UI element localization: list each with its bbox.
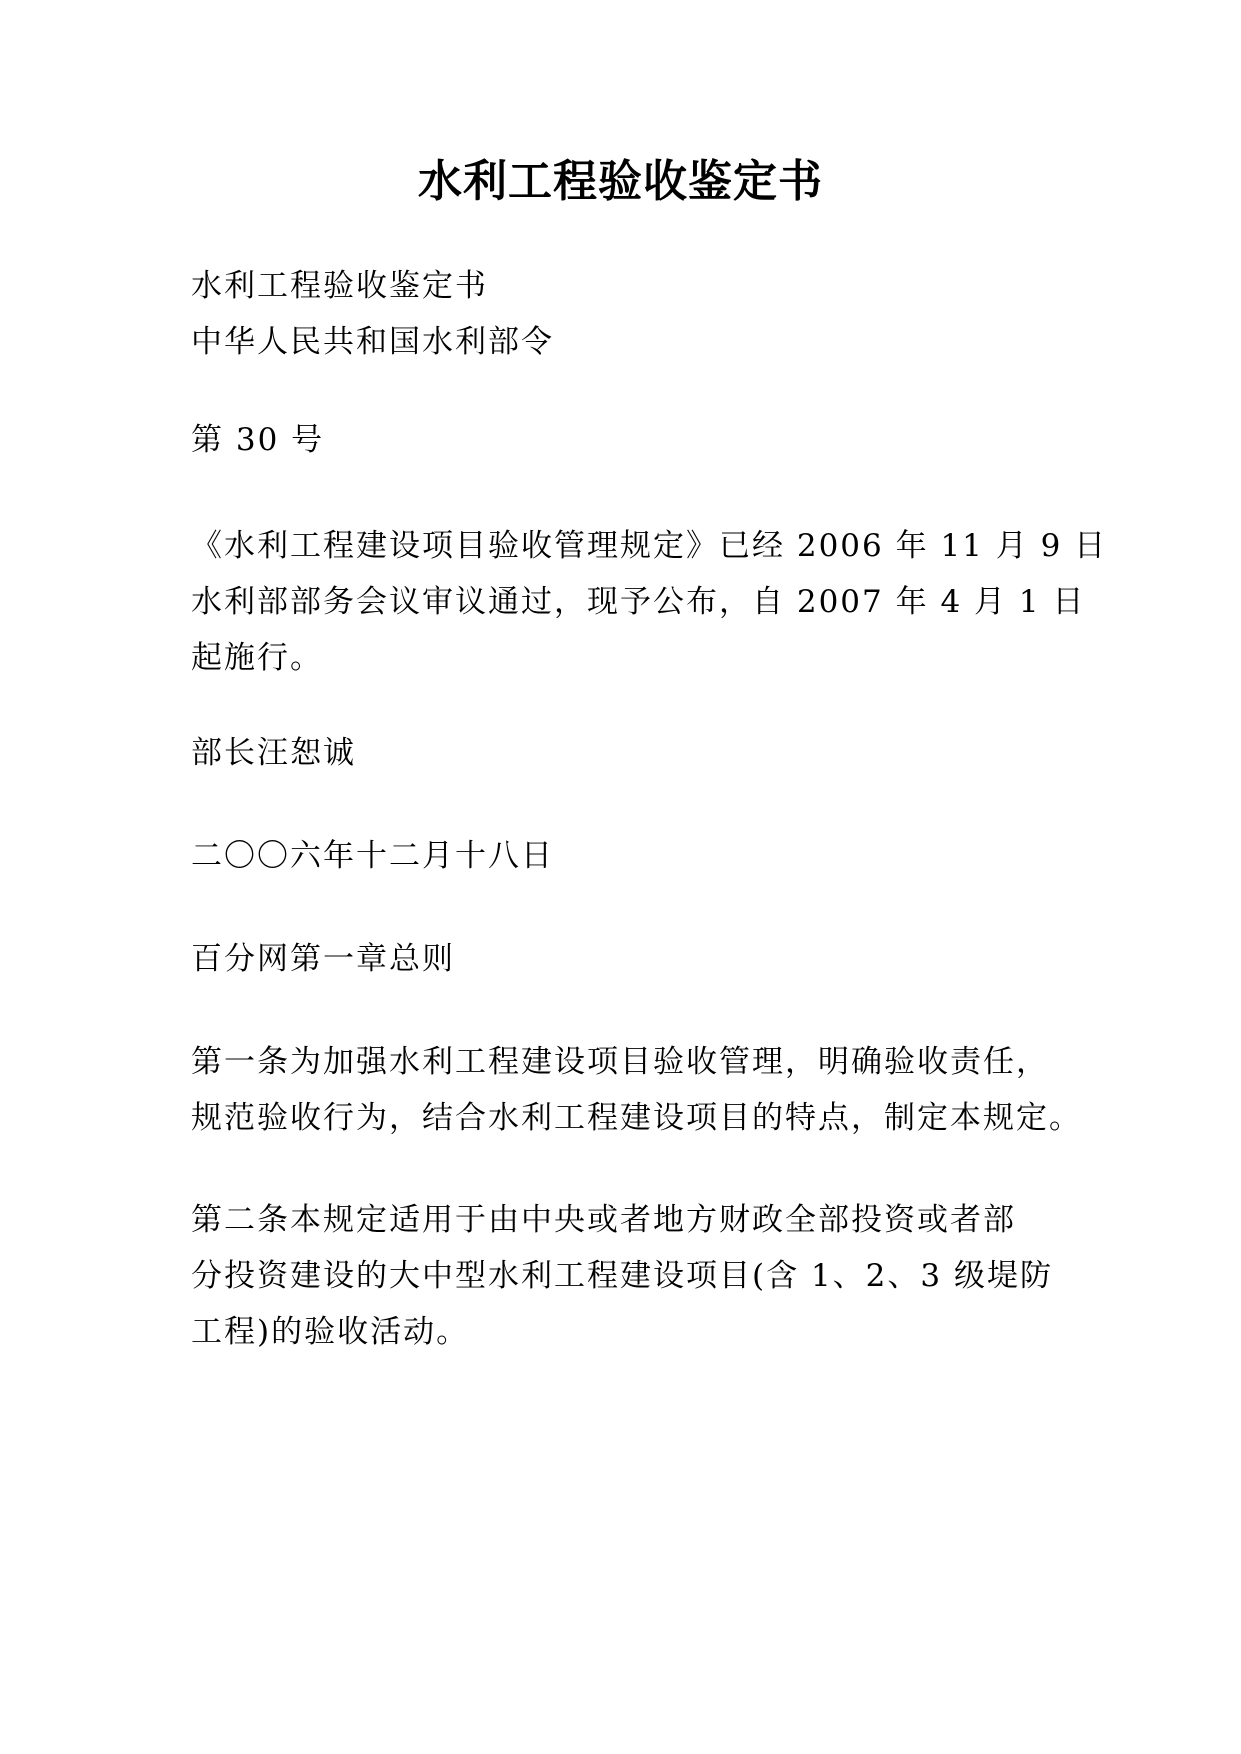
issuer-line: 中华人民共和国水利部令	[191, 324, 554, 360]
article-1-line-1: 第一条为加强水利工程建设项目验收管理，明确验收责任，	[191, 1044, 1049, 1080]
chapter-heading	[191, 931, 1061, 987]
date-text: 二〇〇六年十二月十八日	[191, 838, 554, 874]
article-2-line-1: 第二条本规定适用于由中央或者地方财政全部投资或者部	[191, 1202, 1016, 1238]
signatory-paragraph	[191, 725, 1061, 781]
article-1-paragraph	[191, 1034, 1082, 1146]
preamble-line-3: 起施行。	[191, 640, 323, 676]
date-paragraph	[191, 828, 1061, 884]
signatory-text: 部长汪恕诚	[191, 735, 356, 771]
preamble-line-1: 《水利工程建设项目验收管理规定》已经 2006 年 11 月 9 日	[191, 528, 1108, 564]
document-subtitle: 水利工程验收鉴定书	[191, 268, 488, 304]
order-number	[191, 412, 1061, 468]
article-2-paragraph	[191, 1192, 1061, 1360]
article-1-line-2: 规范验收行为，结合水利工程建设项目的特点，制定本规定。	[191, 1100, 1082, 1136]
article-2-line-3: 工程)的验收活动。	[191, 1314, 470, 1350]
document-title: 水利工程验收鉴定书	[418, 156, 823, 207]
order-number-text: 第 30 号	[191, 422, 325, 458]
preamble-line-2: 水利部部务会议审议通过，现予公布，自 2007 年 4 月 1 日	[191, 584, 1086, 620]
article-2-line-2: 分投资建设的大中型水利工程建设项目(含 1、2、3 级堤防	[191, 1258, 1053, 1294]
preamble-paragraph	[191, 518, 1108, 686]
chapter-heading-text: 百分网第一章总则	[191, 941, 455, 977]
subtitle-block	[191, 258, 1061, 370]
